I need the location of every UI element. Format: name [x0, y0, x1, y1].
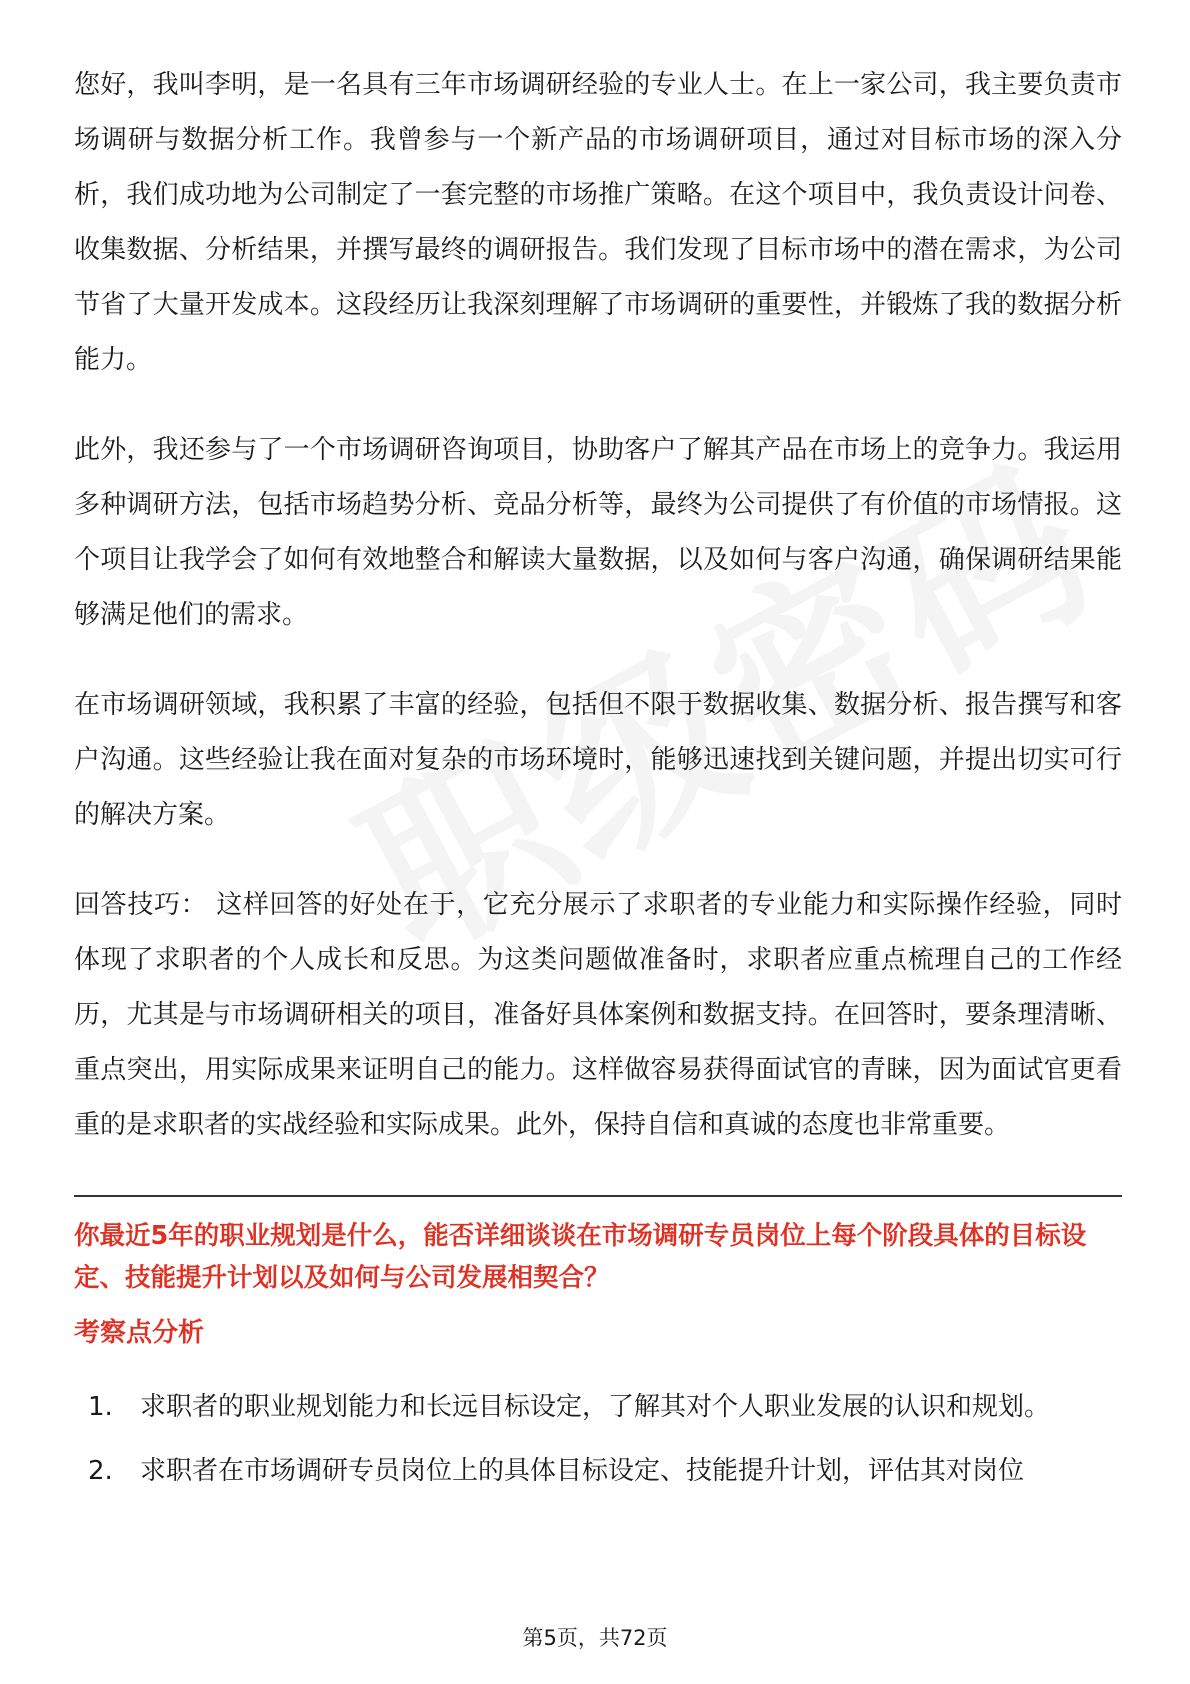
interview-question: 你最近5年的职业规划是什么，能否详细谈谈在市场调研专员岗位上每个阶段具体的目标设定、技能提升计划以及如何与公司发展相契合？ — [74, 1221, 1087, 1293]
paragraph-experience-summary: 在市场调研领域，我积累了丰富的经验，包括但不限于数据收集、数据分析、报告撰写和客户沟通。这些经验让我在面对复杂的市场环境时，能够迅速找到关键问题，并提出切实可行的解决方案。 — [74, 690, 1122, 830]
paragraph-consulting-project: 此外，我还参与了一个市场调研咨询项目，协助客户了解其产品在市场上的竞争力。我运用多种调研方法，包括市场趋势分析、竞品分析等，最终为公司提供了有价值的市场情报。这个项目让我学会了如何有效地整合和解读大量数据，以及如何与客户沟通，确保调研结果能够满足他们的需求。 — [74, 435, 1122, 630]
section-divider — [74, 1195, 1122, 1197]
paragraph-answer-tips: 回答技巧： 这样回答的好处在于，它充分展示了求职者的专业能力和实际操作经验，同时体现了求职者的个人成长和反思。为这类问题做准备时，求职者应重点梳理自己的工作经历，尤其是与市场调研相关的项目，准备好具体案例和数据支持。在回答时，要条理清晰、重点突出，用实际成果来证明自己的能力。这样做容易获得面试官的青睐，因为面试官更看重的是求职者的实战经验和实际成果。此外，保持自信和真诚的态度也非常重要。 — [74, 890, 1122, 1140]
paragraph-intro: 您好，我叫李明，是一名具有三年市场调研经验的专业人士。在上一家公司，我主要负责市场调研与数据分析工作。我曾参与一个新产品的市场调研项目，通过对目标市场的深入分析，我们成功地为公司制定了一套完整的市场推广策略。在这个项目中，我负责设计问卷、收集数据、分析结果，并撰写最终的调研报告。我们发现了目标市场中的潜在需求，为公司节省了大量开发成本。这段经历让我深刻理解了市场调研的重要性，并锻炼了我的数据分析能力。 — [74, 70, 1122, 375]
list-item — [88, 1375, 1122, 1439]
list-item-number: 1. — [88, 1392, 113, 1422]
list-item-text: 求职者在市场调研专员岗位上的具体目标设定、技能提升计划，评估其对岗位 — [140, 1456, 1025, 1486]
list-item-number: 2. — [88, 1456, 113, 1486]
list-item-text: 求职者的职业规划能力和长远目标设定，了解其对个人职业发展的认识和规划。 — [140, 1392, 1051, 1422]
analysis-list — [74, 1375, 1122, 1503]
page-footer: 第5页，共72页 — [522, 1626, 668, 1650]
list-item — [88, 1439, 1122, 1503]
section-heading-analysis: 考察点分析 — [74, 1318, 205, 1348]
document-body — [74, 58, 1122, 1503]
